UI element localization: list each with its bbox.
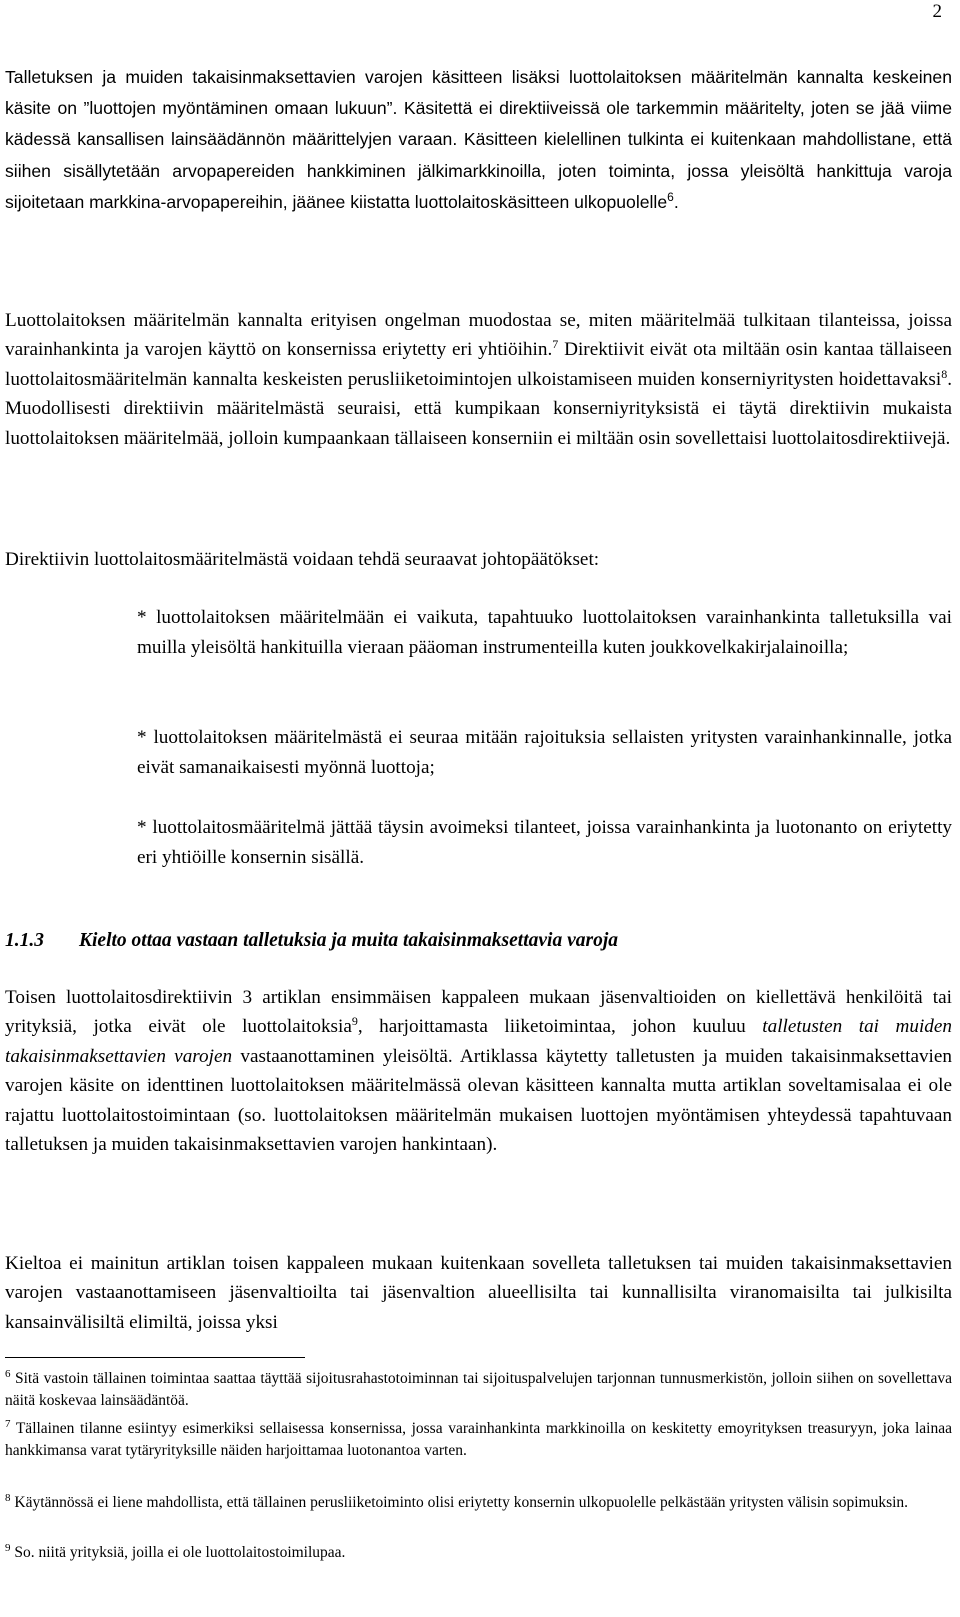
paragraph-4 bbox=[5, 983, 952, 1159]
paragraph-4-part-a: Toisen luottolaitosdirektiivin 3 artiklan ensimmäisen kappaleen mukaan jäsenvaltioiden on kiellettävä henkilöitä tai yrityksiä, jotka eivät ole luottolaitoksia bbox=[5, 987, 952, 1038]
paragraph-2-part-b: Direktiivit eivät ota miltään osin kantaa tällaiseen luottolaitosmääritelmän kannalta keskeisten perusliiketoimintojen ulkoistamiseen muiden konserniyritysten hoidettavaksi bbox=[5, 339, 953, 390]
footnote-text: Tällainen tilanne esiintyy esimerkiksi sellaisessa konsernissa, jossa varainhankinta markkinoilla on keskitetty emoyrityksen treasuryyn, joka lainaa hankkimansa varat tytäryrityksille näiden harjoittamaa luotonantoa varten. bbox=[5, 1420, 952, 1459]
footnote-number: 9 bbox=[5, 1542, 11, 1554]
footnote-8 bbox=[5, 1492, 952, 1514]
section-number: 1.1.3 bbox=[5, 930, 44, 951]
section-title: Kielto ottaa vastaan talletuksia ja muita takaisinmaksettavia varoja bbox=[79, 930, 618, 951]
footnote-6 bbox=[5, 1368, 952, 1411]
paragraph-4-part-c: vastaanottaminen yleisöltä. Artiklassa käytetty talletusten ja muiden takaisinmaksettavien varojen käsite on identtinen luottolaitoksen määritelmässä olevan käsitteen kannalta mutta artiklan soveltamisalaa ei ole rajattu luottolaitostoimintaan (so. luottolaitoksen määritelmän mukaisen luottojen myöntämisen yhteydessä tapahtuvaan talletuksen ja muiden takaisinmaksettavien varojen hankintaan). bbox=[5, 1045, 952, 1156]
paragraph-2 bbox=[5, 306, 952, 453]
paragraph-1 bbox=[5, 62, 952, 218]
page-number: 2 bbox=[932, 1, 942, 22]
footnote-text: Käytännössä ei liene mahdollista, että tällainen perusliiketoiminto olisi eriytetty konsernin ulkopuolelle pelkästään yritysten välisin sopimuksin. bbox=[14, 1494, 909, 1511]
footnote-7 bbox=[5, 1418, 952, 1461]
footnote-number: 6 bbox=[5, 1368, 11, 1380]
paragraph-1-text: Talletuksen ja muiden takaisinmaksettavien varojen käsitteen lisäksi luottolaitoksen määritelmän kannalta keskeinen käsite on ”luottojen myöntäminen omaan lukuun”. Käsitettä ei direktiiveissä ole tarkemmin määritelty, joten se jää viime kädessä kansallisen lainsäädännön määrittelyjen varaan. Käsitteen kielellinen tulkinta ei kuitenkaan mahdollistane, että siihen sisällytetään arvopapereiden hankkiminen jälkimarkkinoilla, joten toiminta, jossa yleisöltä hankittuja varoja sijoitetaan markkina-arvopapereihin, jäänee kiistatta luottolaitoskäsitteen ulkopuolelle bbox=[5, 67, 952, 212]
footnote-ref-6: 6 bbox=[667, 189, 674, 204]
footnote-ref-8: 8 bbox=[941, 366, 948, 381]
bullet-item-1: * luottolaitoksen määritelmään ei vaikuta, tapahtuuko luottolaitoksen varainhankinta talletuksilla vai muilla yleisöltä hankituilla vieraan pääoman instrumenteilla kuten joukkovelkakirjalainoilla; bbox=[137, 607, 952, 658]
footnote-ref-7: 7 bbox=[552, 337, 559, 352]
footnote-text: Sitä vastoin tällainen toimintaa saattaa täyttää sijoitusrahastotoiminnan tai sijoituspalvelujen tarjonnan tunnusmerkistön, jolloin siihen on sovellettava näitä koskevaa lainsäädäntöä. bbox=[5, 1370, 952, 1409]
footnote-ref-9: 9 bbox=[351, 1014, 358, 1029]
bullet-item-2: * luottolaitoksen määritelmästä ei seuraa mitään rajoituksia sellaisten yritysten varainhankinnalle, jotka eivät samanaikaisesti myönnä luottoja; bbox=[137, 727, 952, 778]
paragraph-4-part-b: , harjoittamasta liiketoimintaa, johon kuuluu bbox=[357, 1016, 763, 1038]
paragraph-2-part-a: Luottolaitoksen määritelmän kannalta erityisen ongelman muodostaa se, miten määritelmää tulkitaan tilanteissa, joissa varainhankinta ja varojen käyttö on konsernissa eriytetty eri yhtiöihin. bbox=[5, 310, 952, 361]
footnote-number: 7 bbox=[5, 1418, 11, 1430]
bullet-item-3: * luottolaitosmääritelmä jättää täysin avoimeksi tilanteet, joissa varainhankinta ja luotonanto on eriytetty eri yhtiöille konsernin sisällä. bbox=[137, 817, 952, 868]
footnote-separator bbox=[5, 1357, 305, 1358]
footnote-text: So. niitä yrityksiä, joilla ei ole luottolaitostoimilupaa. bbox=[14, 1544, 346, 1561]
paragraph-5: Kieltoa ei mainitun artiklan toisen kappaleen mukaan kuitenkaan sovelleta talletuksen tai muiden takaisinmaksettavien varojen vastaanottamiseen jäsenvaltioilta tai jäsenvaltion alueellisilta tai kunnallisilta viranomaisilta tai julkisilta kansainvälisiltä elimiltä, joissa yksi bbox=[5, 1253, 952, 1333]
paragraph-3: Direktiivin luottolaitosmääritelmästä voidaan tehdä seuraavat johtopäätökset: bbox=[5, 549, 600, 570]
paragraph-4-italic: talletusten tai muiden takaisinmaksettavien varojen bbox=[5, 1016, 952, 1067]
paragraph-1-end: . bbox=[673, 191, 679, 212]
footnote-number: 8 bbox=[5, 1492, 11, 1504]
paragraph-2-part-c: . Muodollisesti direktiivin määritelmästä seuraisi, että kumpikaan konserniyrityksistä ei täytä direktiivin mukaista luottolaitoksen määritelmää, jolloin kumpaankaan tällaiseen konserniin ei miltään osin sovellettaisi luottolaitosdirektiivejä. bbox=[5, 368, 952, 449]
section-heading bbox=[5, 926, 618, 956]
footnote-9 bbox=[5, 1542, 952, 1564]
